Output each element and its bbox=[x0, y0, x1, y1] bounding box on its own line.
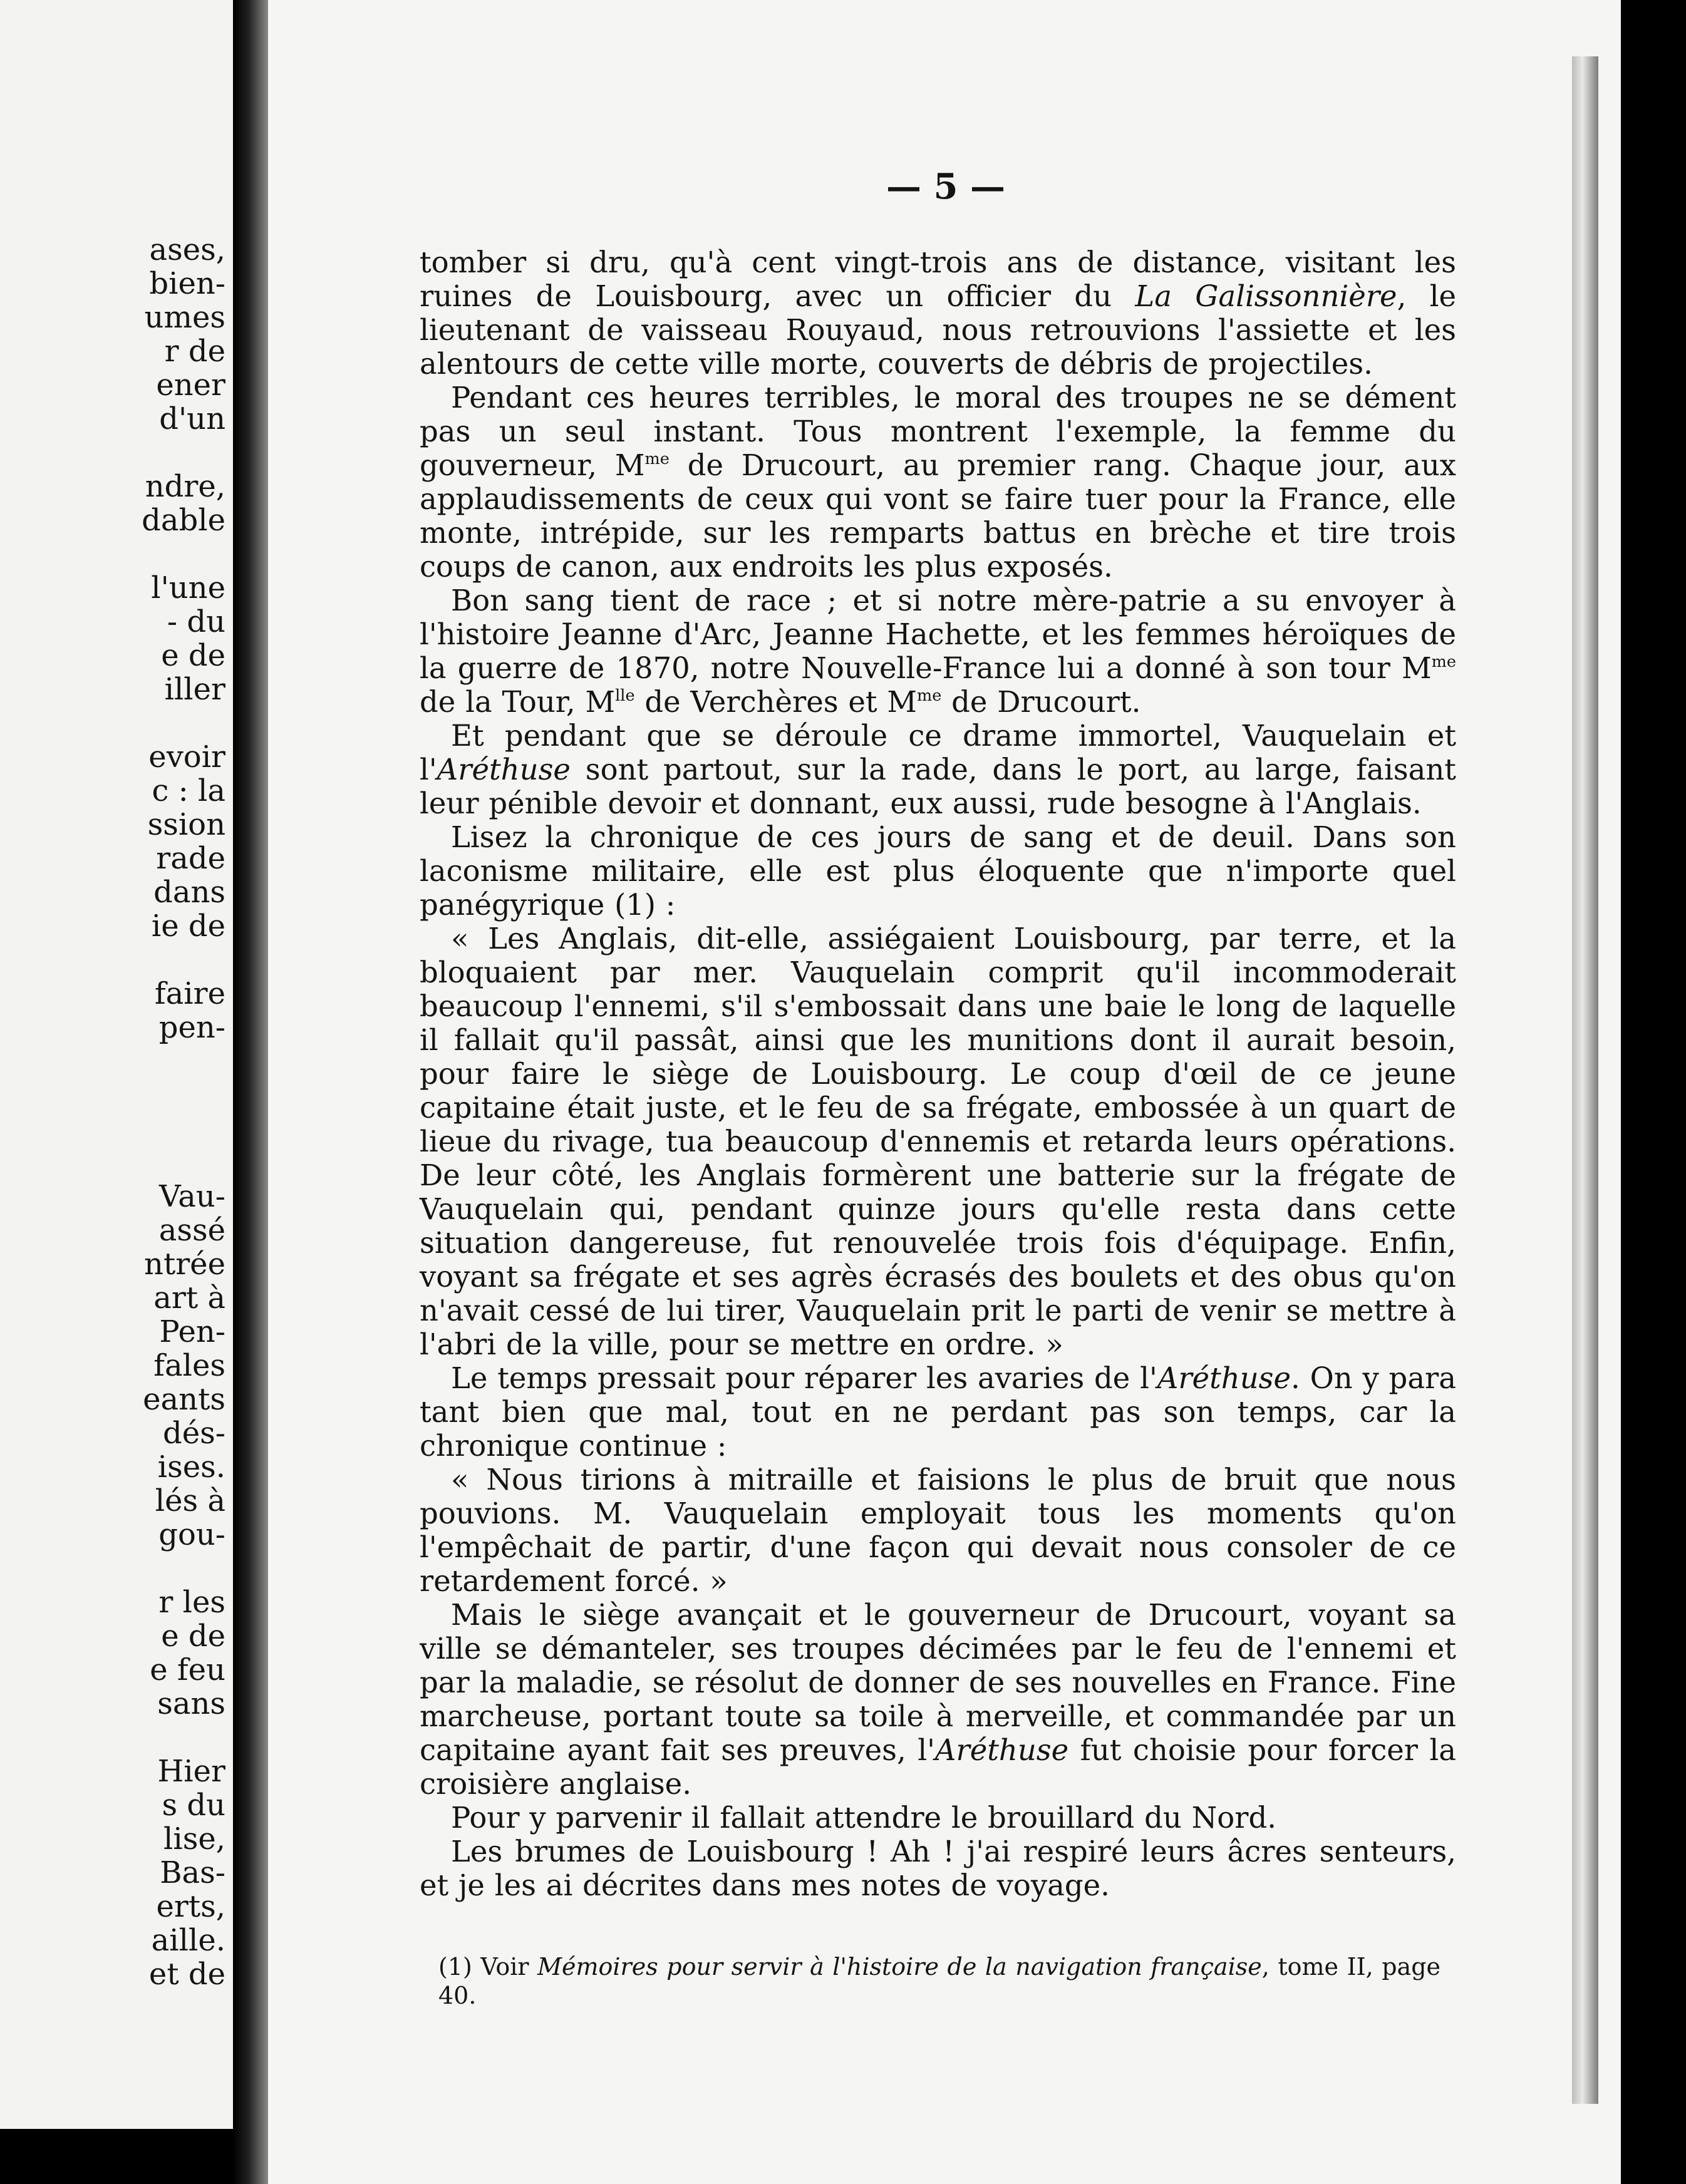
left-page-line-fragment: d'un bbox=[159, 402, 225, 436]
left-page-line-fragment: lés à bbox=[155, 1484, 225, 1518]
superscript-abbrev: me bbox=[644, 450, 670, 469]
italic-text: Mémoires pour servir à l'histoire de la navigation française bbox=[537, 1953, 1262, 1981]
left-page-line-fragment bbox=[0, 1078, 225, 1112]
paragraph bbox=[420, 1361, 1456, 1463]
left-page-text-fragments bbox=[0, 233, 225, 1991]
book-gutter bbox=[233, 0, 268, 2184]
left-page-line-fragment: pen- bbox=[158, 1011, 225, 1044]
text-run: (1) Voir bbox=[438, 1953, 538, 1981]
text-run: , tome II, page 40. bbox=[438, 1953, 1441, 2009]
left-page-line-fragment: bien- bbox=[149, 267, 225, 301]
left-page-line-fragment: dés- bbox=[163, 1416, 225, 1450]
left-page-line-fragment: ntrée bbox=[144, 1247, 225, 1281]
italic-text: Aréthuse bbox=[1157, 1361, 1291, 1395]
italic-text: Aréthuse bbox=[934, 1733, 1069, 1767]
left-page-line-fragment: ie de bbox=[151, 909, 225, 943]
italic-text: La Galissonnière bbox=[1135, 279, 1397, 313]
left-page-line-fragment: ener bbox=[156, 368, 225, 402]
text-run: de la Tour, M bbox=[420, 685, 616, 719]
left-page-line-fragment: ases, bbox=[149, 233, 225, 267]
text-run: , le lieutenant de vaisseau Rouyaud, nous retrouvions l'assiette et les alentours de cette ville morte, couverts de débris de projectiles. bbox=[420, 279, 1457, 381]
left-page-line-fragment: faire bbox=[154, 977, 225, 1011]
left-page-line-fragment: c : la bbox=[152, 774, 225, 808]
left-page-line-fragment bbox=[0, 1112, 225, 1146]
page-number: — 5 — bbox=[886, 166, 1005, 207]
left-page-line-fragment: erts, bbox=[156, 1890, 225, 1924]
left-page-line-fragment: e de bbox=[161, 1619, 225, 1653]
left-page-line-fragment bbox=[0, 1552, 225, 1585]
left-page-line-fragment: Hier bbox=[157, 1754, 225, 1788]
paragraph bbox=[420, 245, 1456, 381]
text-run: de Drucourt. bbox=[941, 685, 1141, 719]
text-run: Bon sang tient de race ; et si notre mère-patrie a su envoyer à l'histoire Jeanne d'Arc, Jeanne Hachette, et les femmes héroïques de la guerre de 1870, notre Nouvelle-France lui a donné à son tour M bbox=[420, 584, 1456, 685]
paragraph bbox=[420, 1463, 1456, 1598]
left-page-line-fragment bbox=[0, 1146, 225, 1180]
text-run: Le temps pressait pour réparer les avaries de l' bbox=[451, 1361, 1157, 1395]
text-run: Mais le siège avançait et le gouverneur de Drucourt, voyant sa ville se démanteler, ses troupes décimées par le feu de l'ennemi et par la maladie, se résolut de donner de ses nouvelles en France. Fine marcheuse, portant toute sa toile à merveille, et commandée par un capitaine ayant fait ses preuves, l' bbox=[420, 1598, 1456, 1767]
left-page-line-fragment: Bas- bbox=[160, 1856, 225, 1890]
left-page-line-fragment: e feu bbox=[150, 1653, 225, 1687]
left-page-line-fragment bbox=[0, 943, 225, 977]
left-page-line-fragment: iller bbox=[164, 672, 225, 706]
body-text bbox=[420, 245, 1456, 1902]
left-page-line-fragment: evoir bbox=[148, 740, 225, 774]
text-run: Lisez la chronique de ces jours de sang et de deuil. Dans son laconisme militaire, elle est plus éloquente que n'importe quel panégyrique (1) : bbox=[420, 820, 1456, 922]
text-run: sont partout, sur la rade, dans le port, au large, faisant leur pénible devoir et donnant, eux aussi, rude besogne à l'Anglais. bbox=[420, 753, 1456, 820]
left-page-line-fragment: ssion bbox=[147, 808, 225, 842]
footnote bbox=[438, 1952, 1440, 2010]
left-page-line-fragment: aille. bbox=[151, 1924, 225, 1957]
left-page-line-fragment: dans bbox=[153, 875, 225, 909]
left-page-line-fragment: - du bbox=[167, 605, 225, 639]
text-run: Pour y parvenir il fallait attendre le brouillard du Nord. bbox=[451, 1801, 1277, 1835]
paragraph bbox=[420, 820, 1456, 922]
left-page-line-fragment bbox=[0, 537, 225, 571]
text-run: « Nous tirions à mitraille et faisions le plus de bruit que nous pouvions. M. Vauquelain employait tous les moments qu'on l'empêchait de partir, d'une façon qui devait nous consoler de ce retardement forcé. » bbox=[420, 1463, 1456, 1598]
text-run: de Verchères et M bbox=[634, 685, 917, 719]
left-page-line-fragment: r de bbox=[164, 334, 225, 368]
left-page-line-fragment: dable bbox=[142, 503, 225, 537]
left-page-line-fragment: gou- bbox=[158, 1518, 225, 1552]
page-edge-shadow bbox=[1572, 56, 1598, 2104]
superscript-abbrev: me bbox=[1431, 652, 1456, 672]
paragraph bbox=[420, 1598, 1456, 1801]
left-page-line-fragment bbox=[0, 436, 225, 470]
left-page-line-fragment: l'une bbox=[151, 571, 225, 605]
paragraph bbox=[420, 922, 1456, 1361]
italic-text: Aréthuse bbox=[437, 753, 571, 786]
paragraph bbox=[420, 1801, 1456, 1835]
left-page-line-fragment: fales bbox=[153, 1349, 225, 1383]
left-page-line-fragment: sans bbox=[157, 1687, 225, 1721]
paragraph bbox=[420, 584, 1456, 719]
left-page-line-fragment: r les bbox=[158, 1585, 225, 1619]
paragraph bbox=[420, 381, 1456, 584]
scan-border-right bbox=[1621, 0, 1686, 2184]
text-run: « Les Anglais, dit-elle, assiégaient Louisbourg, par terre, et la bloquaient par mer. Vauquelain comprit qu'il incommoderait beaucoup l'ennemi, s'il s'embossait dans une baie le long de laquelle il fallait qu'il passât, ainsi que les munitions dont il aurait besoin, pour faire le siège de Louisbourg. Le coup d'œil de ce jeune capitaine était juste, et le feu de sa frégate, embossée à un quart de lieue du rivage, tua beaucoup d'ennemis et retarda leurs opérations. De leur côté, les Anglais formèrent une batterie sur la frégate de Vauquelain qui, pendant quinze jours qu'elle resta dans cette situation dangereuse, fut renouvelée trois fois d'équipage. Enfin, voyant sa frégate et ses agrès écrasés des boulets et des obus qu'on n'avait cessé de lui tirer, Vauquelain prit le parti de venir se mettre à l'abri de la ville, pour se mettre en ordre. » bbox=[420, 922, 1456, 1361]
text-run: Pendant ces heures terribles, le moral des troupes ne se dément pas un seul instant. Tous montrent l'exemple, la femme du gouverneur, M bbox=[420, 381, 1456, 482]
text-run: tomber si dru, qu'à cent vingt-trois ans de distance, visitant les ruines de Louisbourg, avec un officier du bbox=[420, 245, 1456, 313]
text-run: Les brumes de Louisbourg ! Ah ! j'ai respiré leurs âcres senteurs, et je les ai décrites dans mes notes de voyage. bbox=[420, 1835, 1456, 1902]
left-page-line-fragment bbox=[0, 706, 225, 740]
text-run: de Drucourt, au premier rang. Chaque jour, aux applaudissements de ceux qui vont se faire tuer pour la France, elle monte, intrépide, sur les remparts battus en brèche et tire trois coups de canon, aux endroits les plus exposés. bbox=[420, 448, 1457, 584]
left-page-strip bbox=[0, 0, 233, 2129]
left-page-line-fragment: ndre, bbox=[145, 470, 225, 503]
left-page-line-fragment: e de bbox=[161, 639, 225, 672]
left-page-line-fragment: Pen- bbox=[159, 1315, 225, 1349]
paragraph bbox=[420, 719, 1456, 820]
left-page-line-fragment bbox=[0, 1044, 225, 1078]
left-page-line-fragment: eants bbox=[143, 1383, 225, 1416]
superscript-abbrev: me bbox=[916, 686, 942, 706]
left-page-line-fragment: et de bbox=[148, 1957, 225, 1991]
superscript-abbrev: lle bbox=[615, 686, 635, 706]
left-page-line-fragment: rade bbox=[156, 842, 225, 875]
left-page-line-fragment: umes bbox=[144, 301, 225, 334]
text-run: fut choisie pour forcer la croisière anglaise. bbox=[420, 1733, 1456, 1801]
left-page-line-fragment: lise, bbox=[163, 1822, 225, 1856]
text-run: Et pendant que se déroule ce drame immortel, Vauquelain et l' bbox=[420, 719, 1456, 786]
left-page-line-fragment: Vau- bbox=[158, 1180, 225, 1213]
paragraph bbox=[420, 1835, 1456, 1902]
left-page-line-fragment: s du bbox=[162, 1788, 225, 1822]
left-page-line-fragment bbox=[0, 1721, 225, 1754]
text-run: . On y para tant bien que mal, tout en ne perdant pas son temps, car la chronique continue : bbox=[420, 1361, 1456, 1463]
left-page-line-fragment: art à bbox=[153, 1281, 225, 1315]
left-page-line-fragment: ises. bbox=[157, 1450, 225, 1484]
left-page-line-fragment: assé bbox=[158, 1213, 225, 1247]
